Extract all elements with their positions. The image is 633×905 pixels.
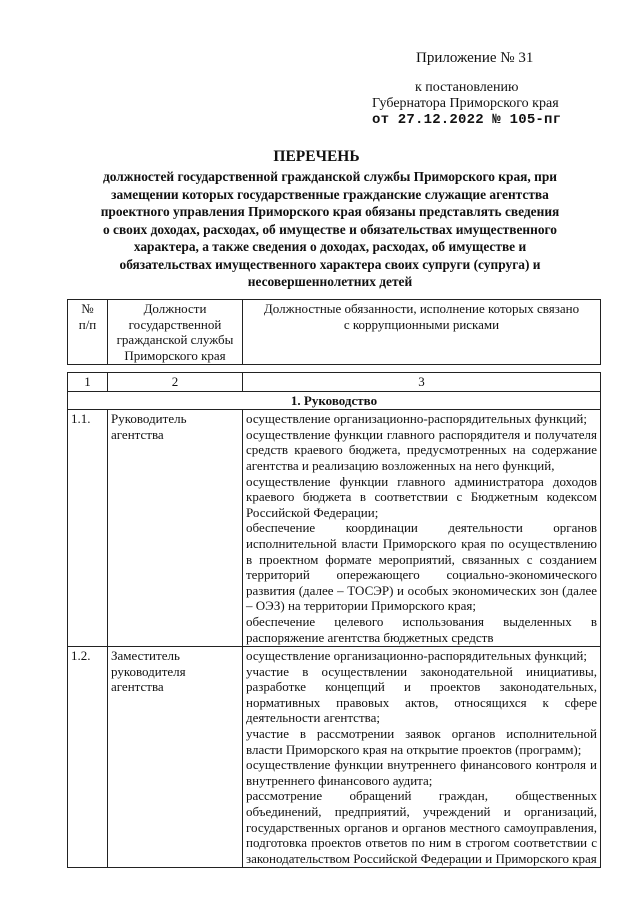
row-number: 1.1. [68,410,108,647]
duty-item: обеспечение координации деятельности органов исполнительной власти Приморского края по осуществлению в проектном формате мероприятий, связанных с созданием территорий опережающего социально-экономического развития (далее – ТОСЭР) и особых экономических зон (далее – ОЭЗ) на территории Приморского края; [246,520,597,614]
table-row [68,410,601,647]
subtitle-line: замещении которых государственные гражданские служащие агентства [111,186,549,202]
duty-item: участие в осуществлении законодательной инициативы, разработке концепций и проектов законодательных, нормативных правовых актов, относящихся к сфере деятельности агентства; [246,663,597,726]
subtitle-line: должностей государственной гражданской службы Приморского края, при [103,169,557,184]
row-number: 1.2. [68,647,108,868]
column-number-row [68,373,601,392]
duty-item: осуществление функции главного распорядителя и получателя средств краевого бюджета, предусмотренных на содержание агентства и реализацию возложенных на него функций, [246,426,597,473]
subtitle-line: о своих доходах, расходах, об имуществе и обязательствах имущественного [103,221,557,237]
subtitle-line: обязательствах имущественного характера своих супруги (супруга) и [119,256,541,272]
duty-item: осуществление организационно-распорядительных функций; [246,648,587,664]
header-position-cell: Должности государственной гражданской службы Приморского края [108,300,243,365]
positions-table [67,372,601,868]
row-position: Руководитель агентства [108,410,243,647]
decree-reference-line-1: к постановлению [415,80,519,95]
section-title: 1. Руководство [68,391,601,410]
section-row [68,391,601,410]
duty-item: осуществление функции главного администратора доходов краевого бюджета в соответствии с Бюджетным кодексом Российской Федерации; [246,473,597,520]
row-duties [243,647,601,868]
duty-item: осуществление функции внутреннего финансового контроля и внутреннего финансового аудита; [246,757,597,788]
duty-item: обеспечение целевого использования выделенных в распоряжение агентства бюджетных средств [246,613,597,645]
header-number-cell: № п/п [68,300,108,365]
header-table [67,299,601,365]
column-number: 1 [68,373,108,392]
appendix-number: Приложение № 31 [416,50,534,66]
row-position: Заместитель руководителя агентства [108,647,243,868]
duty-item: осуществление организационно-распорядительных функций; [246,411,587,427]
duty-item: участие в рассмотрении заявок органов исполнительной власти Приморского края на открытие проектов (программ); [246,726,597,757]
header-duties-cell: Должностные обязанности, исполнение которых связано с коррупционными рисками [243,300,601,365]
decree-date-number: от 27.12.2022 № 105-пг [372,112,562,128]
document-title: ПЕРЕЧЕНЬ [273,148,360,165]
document-subtitle [60,168,600,291]
subtitle-line: характера, а также сведения о доходах, расходах, об имуществе и [133,239,527,254]
column-number: 3 [243,373,601,392]
decree-reference-line-2: Губернатора Приморского края [372,96,559,111]
subtitle-line: несовершеннолетних детей [247,274,413,289]
duty-item: рассмотрение обращений граждан, общественных объединений, предприятий, учреждений и организаций, государственных органов и органов местного самоуправления, подготовка проектов ответов по ним в строгом соответствии с законодательством Российской Федерации и Приморского края [246,788,597,866]
column-number: 2 [108,373,243,392]
subtitle-line: проектного управления Приморского края обязаны представлять сведения [100,204,560,219]
row-duties [243,410,601,647]
header-row [68,300,601,365]
table-row [68,647,601,868]
